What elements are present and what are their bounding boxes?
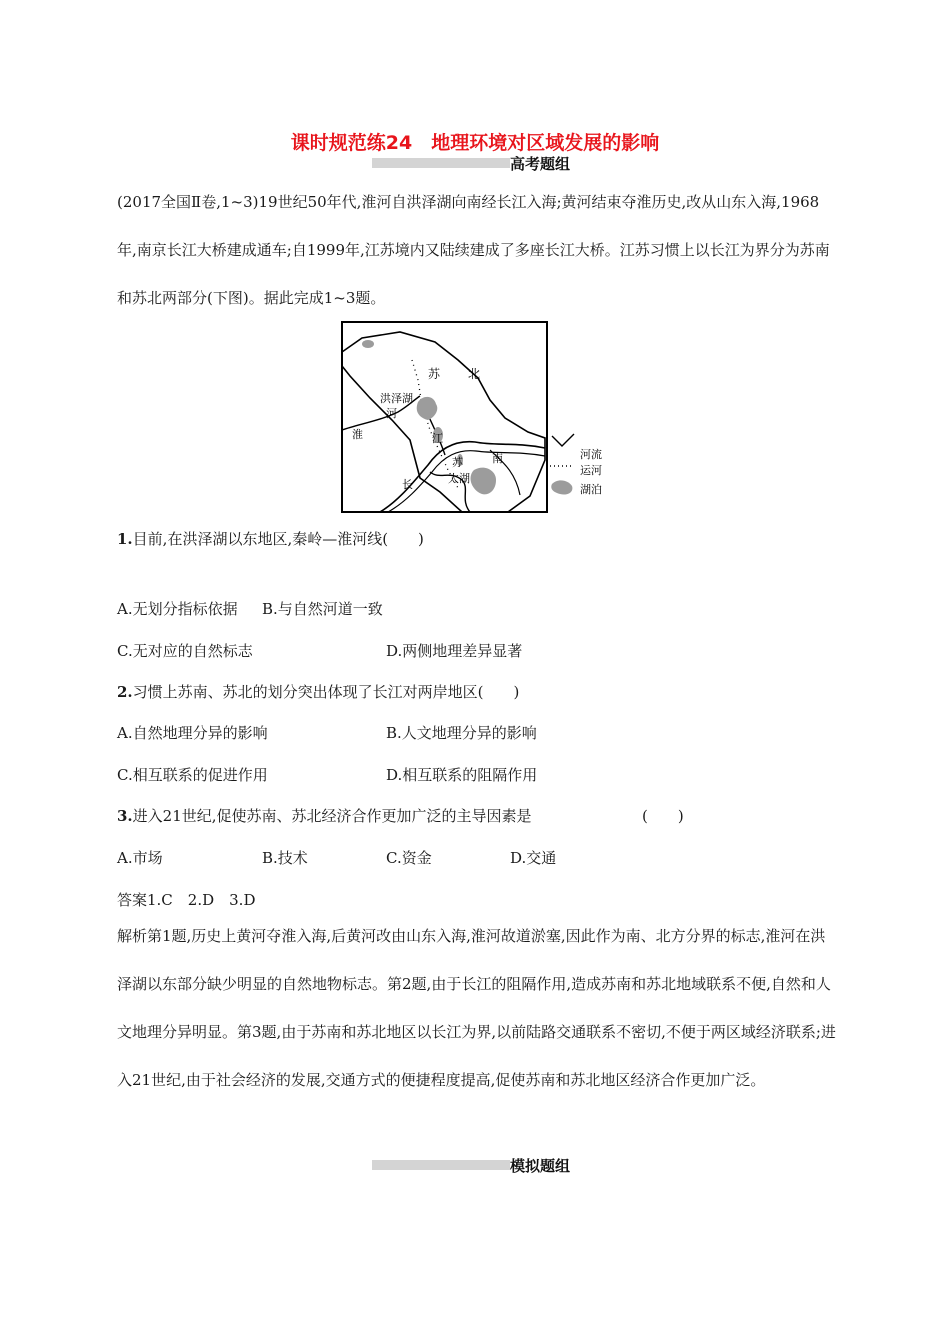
label-subei-su: 苏: [428, 367, 441, 381]
legend-lake: 湖泊: [580, 483, 602, 496]
label-huai: 淮: [352, 428, 363, 441]
q3-option-d: D.交通: [510, 849, 557, 867]
label-taihu: 太湖: [448, 472, 470, 485]
q3-paren: ( ): [642, 807, 684, 825]
label-he: 河: [386, 407, 397, 420]
question-2: [117, 681, 519, 702]
label-subei-bei: 北: [468, 367, 481, 381]
legend-river-symbol: [552, 434, 574, 446]
jiangsu-map: [340, 320, 630, 516]
question-3-number: 3.: [117, 807, 133, 825]
hongze-lake: [417, 397, 438, 420]
intro-paragraph: (2017全国Ⅱ卷,1~3)19世纪50年代,淮河自洪泽湖向南经长江入海;黄河结束夺淮历史,改从山东入海,1968年,南京长江大桥建成通车;自1999年,江苏境内又陆续建成了多座长江大桥。江苏习惯上以长江为界分为苏南和苏北两部分(下图)。据此完成1~3题。: [117, 193, 830, 307]
label-hongzehu: 洪泽湖: [380, 392, 413, 405]
question-2-stem: 习惯上苏南、苏北的划分突出体现了长江对两岸地区( ): [132, 683, 520, 701]
section-bar-2: [372, 1160, 510, 1170]
question-2-number: 2.: [117, 683, 133, 701]
q3-option-a: A.市场: [117, 849, 163, 867]
question-1-stem: 目前,在洪泽湖以东地区,秦岭—淮河线( ): [132, 530, 424, 548]
q1-option-c: C.无对应的自然标志: [117, 642, 253, 660]
q1-option-d: D.两侧地理差异显著: [386, 642, 523, 660]
q1-option-a: A.无划分指标依据: [117, 600, 238, 618]
tai-lake: [471, 468, 496, 495]
page-title: 课时规范练24 地理环境对区域发展的影响: [290, 132, 660, 154]
q3-option-c: C.资金: [386, 849, 432, 867]
label-jiang: 江: [432, 432, 443, 445]
question-3-stem: 进入21世纪,促使苏南、苏北经济合作更加广泛的主导因素是: [132, 807, 532, 825]
label-sunan-nan: 南: [492, 452, 503, 465]
q1-option-b: B.与自然河道一致: [262, 600, 383, 618]
small-lake: [362, 340, 374, 348]
section-heading-gaokao: 高考题组: [510, 155, 571, 173]
legend-river: 河流: [580, 448, 602, 461]
answer: 答案1.C 2.D 3.D: [117, 891, 256, 909]
legend-lake-symbol: [551, 480, 572, 494]
section-bar: [372, 158, 510, 168]
question-3: [117, 805, 532, 826]
question-1: [117, 528, 424, 549]
section-heading-moni: 模拟题组: [510, 1157, 571, 1175]
label-sunan-su: 苏: [452, 456, 463, 469]
q2-option-d: D.相互联系的阻隔作用: [386, 766, 538, 784]
legend-canal: 运河: [580, 464, 602, 477]
q2-option-a: A.自然地理分异的影响: [117, 724, 268, 742]
q2-option-c: C.相互联系的促进作用: [117, 766, 268, 784]
q3-option-b: B.技术: [262, 849, 308, 867]
province-boundary: [342, 332, 545, 512]
label-chang: 长: [402, 478, 413, 491]
q2-option-b: B.人文地理分异的影响: [386, 724, 537, 742]
question-1-number: 1.: [117, 530, 133, 548]
analysis-paragraph: 解析第1题,历史上黄河夺淮入海,后黄河改由山东入海,淮河故道淤塞,因此作为南、北方分界的标志,淮河在洪泽湖以东部分缺少明显的自然地物标志。第2题,由于长江的阻隔作用,造成苏南和苏北地域联系不便,自然和人文地理分异明显。第3题,由于苏南和苏北地区以长江为界,以前陆路交通联系不密切,不便于两区域经济联系;进入21世纪,由于社会经济的发展,交通方式的便捷程度提高,促使苏南和苏北地区经济合作更加广泛。: [117, 927, 836, 1089]
